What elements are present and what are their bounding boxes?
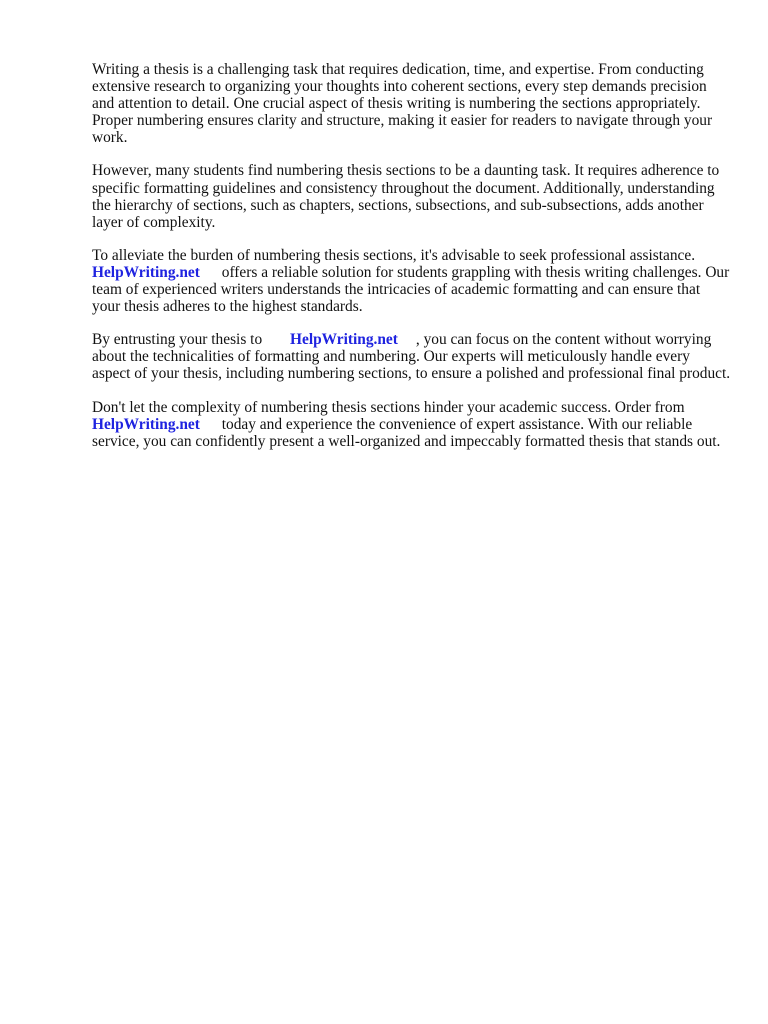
paragraph-assistance [92, 247, 732, 315]
paragraph-assistance-text-before: To alleviate the burden of numbering thesis sections, it's advisable to seek professional assistance. [92, 246, 696, 264]
helpwriting-link-1[interactable]: HelpWriting.net [92, 263, 200, 281]
paragraph-intro [92, 61, 732, 146]
document-body [92, 61, 732, 466]
paragraph-entrusting [92, 331, 732, 382]
paragraph-difficulty [92, 162, 732, 230]
paragraph-order-text-before: Don't let the complexity of numbering thesis sections hinder your academic success. Order from [92, 398, 685, 416]
paragraph-entrusting-text-before: By entrusting your thesis to [92, 331, 263, 349]
paragraph-intro-text: Writing a thesis is a challenging task that requires dedication, time, and expertise. From conducting extensive research to organizing your thoughts into coherent sections, every step demands precision and attention to detail. One crucial aspect of thesis writing is numbering the sections appropriately. Proper numbering ensures clarity and structure, making it easier for readers to navigate through your work. [92, 61, 713, 147]
paragraph-assistance-text-after: offers a reliable solution for students grappling with thesis writing challenges. Our team of experienced writers understands the intricacies of academic formatting and can ensure that your thesis adheres to the highest standards. [92, 263, 730, 316]
helpwriting-link-2[interactable]: HelpWriting.net [290, 331, 398, 349]
paragraph-entrusting-text-after: , you can focus on the content without worrying about the technicalities of formatting and numbering. Our experts will meticulously handle every aspect of your thesis, including numbering sections, to ensure a polished and professional final product. [92, 331, 731, 383]
paragraph-order [92, 399, 732, 450]
paragraph-difficulty-text: However, many students find numbering thesis sections to be a daunting task. It requires adherence to specific formatting guidelines and consistency throughout the document. Additionally, understanding the hierarchy of sections, such as chapters, sections, subsections, and sub-subsections, adds another layer of complexity. [92, 162, 720, 231]
paragraph-order-text-after: today and experience the convenience of expert assistance. With our reliable service, you can confidently present a well-organized and impeccably formatted thesis that stands out. [92, 415, 721, 450]
helpwriting-link-3[interactable]: HelpWriting.net [92, 415, 200, 433]
